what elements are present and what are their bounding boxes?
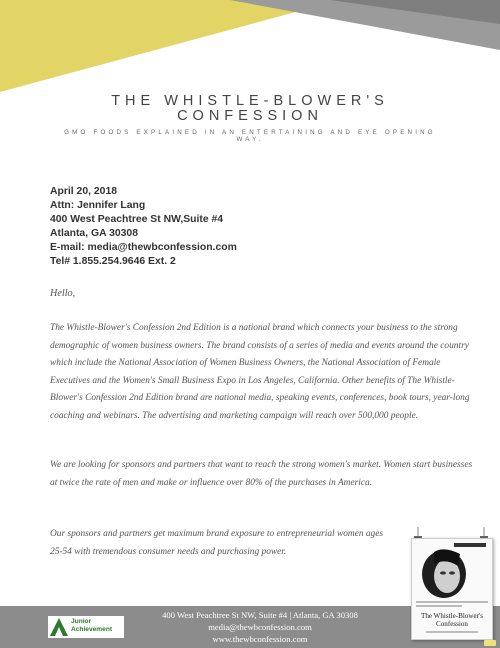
- poster-tag: [454, 543, 486, 547]
- footer-address: 400 West Peachtree St NW, Suite #4 | Atlanta, GA 30308: [162, 610, 358, 620]
- poster-rule: [416, 605, 462, 607]
- portrait-icon: [420, 548, 468, 598]
- poster-rule: [416, 601, 488, 603]
- letter-date: April 20, 2018: [50, 186, 118, 197]
- email-line[interactable]: E-mail: media@thewbconfession.com: [50, 242, 237, 253]
- poster-title-line2: Confession: [436, 620, 468, 628]
- junior-achievement-logo: [48, 616, 124, 638]
- document-title: THE WHISTLE-BLOWER'S CONFESSION: [111, 93, 389, 124]
- junior-achievement-icon: [50, 618, 68, 636]
- header-decoration: [0, 0, 500, 100]
- footer-email[interactable]: media@thewbconfession.com: [208, 622, 312, 632]
- poster-title-line1: The Whistle-Blower's: [420, 612, 484, 620]
- footer-website[interactable]: www.thewbconfession.com: [212, 634, 308, 644]
- logo-wordmark: Junior Achievement: [71, 618, 113, 633]
- document-tagline: GMO FOODS EXPLAINED IN AN ENTERTAINING AND EYE OPENING WAY.: [64, 129, 436, 143]
- book-cover-poster: [404, 527, 498, 643]
- footer-contact: [130, 609, 390, 645]
- address-block: [50, 185, 237, 269]
- greeting: Hello,: [50, 288, 76, 299]
- phone-line: Tel# 1.855.254.9646 Ext. 2: [50, 256, 176, 267]
- corner-badge: [484, 640, 496, 646]
- attention-line: Attn: Jennifer Lang: [50, 200, 146, 211]
- book-cover: [411, 538, 493, 640]
- street-address: 400 West Peachtree St NW,Suite #4: [50, 214, 224, 225]
- poster-title: [412, 612, 492, 628]
- body-paragraph-3: Our sponsors and partners get maximum brand exposure to entrepreneurial women ages 25-54 with tremendous consumer needs and purchasing power.: [50, 529, 384, 557]
- city-state-zip: Atlanta, GA 30308: [50, 228, 138, 239]
- poster-rule: [426, 631, 478, 633]
- body-paragraph-2: We are looking for sponsors and partners that want to reach the strong women's market. Women start businesses at twice the rate of men and make or influence over 80% of the purchases in America.: [50, 460, 473, 488]
- body-paragraph-1: The Whistle-Blower's Confession 2nd Edition is a national brand which connects your business to the strong demographic of women business owners. The brand consists of a series of media and events around the country which include the National Association of Women Business Owners, the National Association of Female Executives and the Women's Small Business Expo in Los Angeles, California. Other benefits of The Whistle-Blower's Confession 2nd Edition brand are national media, speaking events, conferences, book tours, year-long coaching and webinars. The advertising and marketing campaign will reach over 500,000 people.: [50, 323, 470, 421]
